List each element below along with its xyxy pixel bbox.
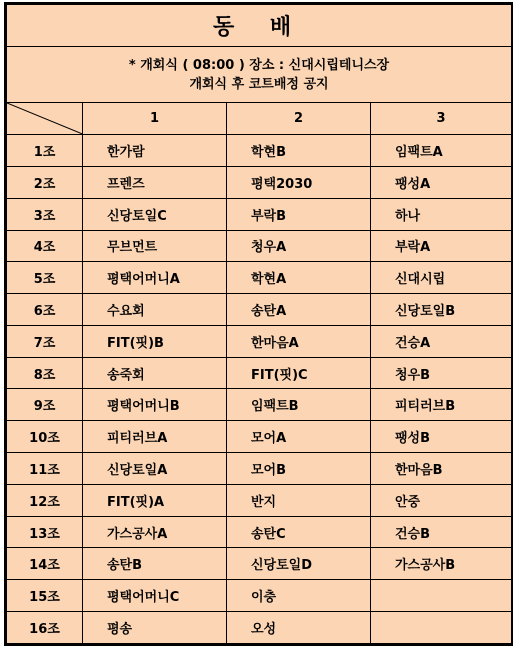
notice [7, 47, 512, 103]
team-cell [227, 357, 371, 389]
group-row [7, 421, 512, 453]
diagonal-line [7, 103, 82, 134]
team-cell [83, 325, 227, 357]
team-cell [83, 453, 227, 485]
team-cell [227, 453, 371, 485]
team-cell [371, 230, 512, 262]
team-cell [227, 294, 371, 326]
team-name: 한가람 [107, 145, 145, 161]
corner-diagonal-cell [7, 103, 83, 135]
team-name: 신당토일C [107, 208, 167, 224]
group-label: 16조 [7, 611, 83, 643]
group-label: 13조 [7, 516, 83, 548]
team-name: 안중 [395, 494, 421, 510]
group-row [7, 453, 512, 485]
team-cell [227, 548, 371, 580]
team-name: 무브먼트 [107, 240, 158, 256]
team-cell [83, 611, 227, 643]
team-name: FIT(핏)A [107, 494, 165, 510]
team-name: 평택어머니C [107, 590, 180, 606]
column-header-1: 1 [83, 103, 227, 135]
group-label: 7조 [7, 325, 83, 357]
group-row [7, 167, 512, 199]
group-row [7, 357, 512, 389]
team-cell [227, 516, 371, 548]
team-cell [371, 135, 512, 167]
team-cell [371, 198, 512, 230]
team-name: 송탄B [107, 558, 143, 574]
team-name: 평택어머니A [107, 272, 180, 288]
team-cell [371, 389, 512, 421]
group-row [7, 294, 512, 326]
team-name: 청우B [395, 367, 431, 383]
team-cell [227, 230, 371, 262]
group-row [7, 389, 512, 421]
header-row [7, 103, 512, 135]
group-label: 4조 [7, 230, 83, 262]
group-row [7, 484, 512, 516]
team-cell [371, 421, 512, 453]
team-name: 피티러브B [395, 399, 456, 415]
team-cell [83, 167, 227, 199]
team-cell [371, 611, 512, 643]
team-name: 한마음A [251, 335, 299, 351]
team-name: FIT(핏)C [251, 367, 308, 383]
team-cell [83, 262, 227, 294]
team-cell [371, 453, 512, 485]
group-row [7, 198, 512, 230]
group-row [7, 611, 512, 643]
team-cell [371, 484, 512, 516]
team-name: 수요회 [107, 304, 145, 320]
group-label: 11조 [7, 453, 83, 485]
team-cell [227, 262, 371, 294]
team-cell [83, 230, 227, 262]
team-cell [227, 389, 371, 421]
team-name: 피티러브A [107, 431, 168, 447]
team-cell [227, 421, 371, 453]
team-name: 반지 [251, 494, 277, 510]
team-name: 프렌즈 [107, 176, 145, 192]
team-cell [83, 421, 227, 453]
team-cell [227, 198, 371, 230]
team-cell [83, 294, 227, 326]
team-cell [83, 580, 227, 612]
team-name: 가스공사A [107, 526, 168, 542]
team-cell [371, 357, 512, 389]
team-name: 팽성B [395, 431, 431, 447]
page-title: 동 배 [7, 5, 512, 47]
bracket-sheet [4, 2, 513, 646]
team-name: 부락B [251, 208, 287, 224]
team-cell [227, 135, 371, 167]
group-row [7, 548, 512, 580]
team-name: 오성 [251, 621, 277, 637]
team-cell [371, 548, 512, 580]
team-name: 학현A [251, 272, 287, 288]
group-row [7, 262, 512, 294]
team-name: 하나 [395, 208, 421, 224]
team-cell [371, 167, 512, 199]
team-name: 모어B [251, 462, 287, 478]
notice-line-1: * 개회식 ( 08:00 ) 장소 : 신대시립테니스장 [128, 57, 390, 73]
group-label: 12조 [7, 484, 83, 516]
team-cell [227, 611, 371, 643]
group-row [7, 580, 512, 612]
column-header-2: 2 [227, 103, 371, 135]
team-name: 부락A [395, 240, 431, 256]
team-name: 임팩트A [395, 145, 443, 161]
team-name: 평택어머니B [107, 399, 180, 415]
group-label: 9조 [7, 389, 83, 421]
group-label: 6조 [7, 294, 83, 326]
group-label: 10조 [7, 421, 83, 453]
team-name: 모어A [251, 431, 287, 447]
team-name: 이충 [251, 590, 277, 606]
group-label: 8조 [7, 357, 83, 389]
group-label: 14조 [7, 548, 83, 580]
team-name: 신당토일D [251, 558, 313, 574]
group-label: 15조 [7, 580, 83, 612]
team-name: 청우A [251, 240, 287, 256]
team-cell [371, 294, 512, 326]
team-cell [83, 389, 227, 421]
team-name: 한마음B [395, 462, 443, 478]
team-name: 임팩트B [251, 399, 299, 415]
group-label: 5조 [7, 262, 83, 294]
team-cell [83, 484, 227, 516]
team-cell [227, 167, 371, 199]
team-name: 송죽회 [107, 367, 145, 383]
team-name: 평택2030 [251, 176, 313, 192]
group-row [7, 230, 512, 262]
team-name: 송탄C [251, 526, 286, 542]
group-row [7, 516, 512, 548]
team-cell [83, 357, 227, 389]
team-name: 평송 [107, 621, 133, 637]
team-name: 신대시립 [395, 272, 446, 288]
team-cell [83, 516, 227, 548]
notice-line-2: 개회식 후 코트배정 공지 [189, 76, 329, 92]
team-name: 팽성A [395, 176, 431, 192]
team-name: 가스공사B [395, 558, 456, 574]
team-cell [371, 580, 512, 612]
team-name: 건승A [395, 335, 431, 351]
column-header-3: 3 [371, 103, 512, 135]
team-name: 신당토일B [395, 304, 456, 320]
group-label: 2조 [7, 167, 83, 199]
team-cell [83, 135, 227, 167]
team-cell [227, 484, 371, 516]
group-row [7, 325, 512, 357]
team-cell [83, 548, 227, 580]
group-table [6, 4, 512, 644]
team-name: 학현B [251, 145, 287, 161]
team-cell [227, 580, 371, 612]
team-name: 신당토일A [107, 462, 168, 478]
team-name: FIT(핏)B [107, 335, 164, 351]
group-label: 3조 [7, 198, 83, 230]
group-row [7, 135, 512, 167]
team-cell [227, 325, 371, 357]
team-name: 송탄A [251, 304, 287, 320]
team-cell [371, 516, 512, 548]
team-cell [371, 325, 512, 357]
group-label: 1조 [7, 135, 83, 167]
team-cell [371, 262, 512, 294]
team-cell [83, 198, 227, 230]
team-name: 건승B [395, 526, 431, 542]
